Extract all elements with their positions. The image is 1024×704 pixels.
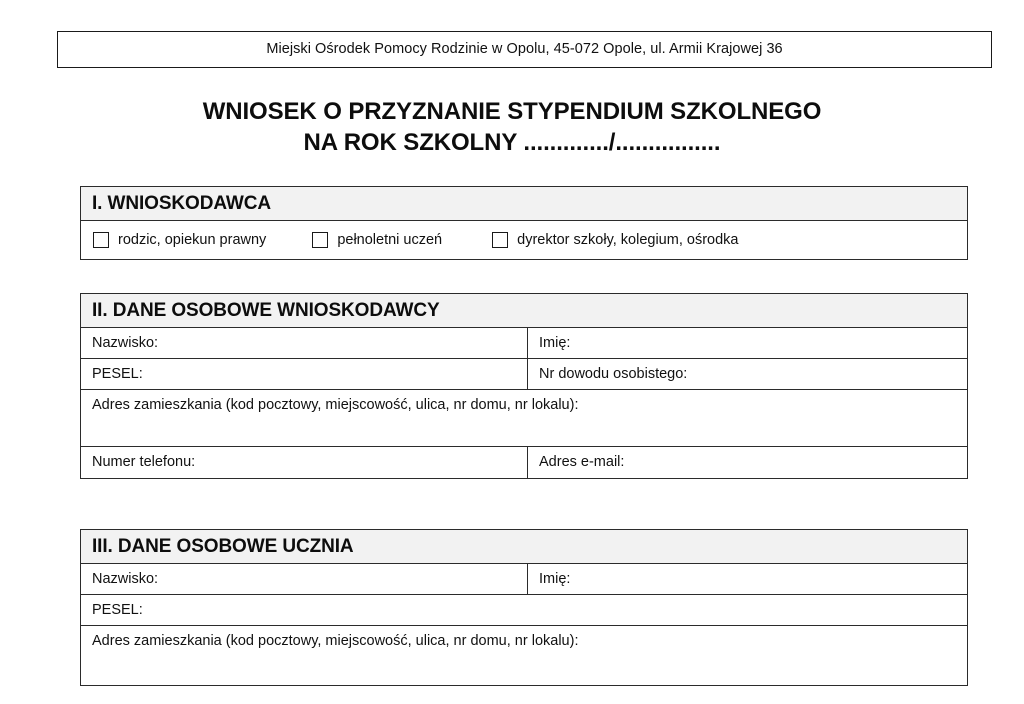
field-label: Adres e-mail: — [539, 454, 625, 470]
field-imie-ucznia[interactable] — [528, 564, 967, 594]
field-adres-zamieszkania-ucznia[interactable] — [81, 626, 967, 685]
field-label: Adres zamieszkania (kod pocztowy, miejscowość, ulica, nr domu, nr lokalu): — [92, 397, 579, 413]
table-row — [81, 564, 967, 595]
option-rodzic-opiekun[interactable] — [93, 232, 266, 248]
field-nr-dowodu-osobistego[interactable] — [528, 359, 967, 389]
option-label-rodzic: rodzic, opiekun prawny — [118, 231, 267, 248]
table-row — [81, 595, 967, 626]
section-2-heading: II. DANE OSOBOWE WNIOSKODAWCY — [92, 300, 440, 321]
section-3-heading: III. DANE OSOBOWE UCZNIA — [92, 536, 354, 557]
field-pesel-ucznia[interactable] — [81, 595, 967, 625]
field-label: Adres zamieszkania (kod pocztowy, miejscowość, ulica, nr domu, nr lokalu): — [92, 633, 579, 649]
section-1-heading: I. WNIOSKODAWCA — [92, 193, 271, 214]
section-1-wnioskodawca — [80, 186, 968, 260]
field-imie-wnioskodawcy[interactable] — [528, 328, 967, 358]
checkbox-icon-dyrektor[interactable] — [492, 232, 508, 248]
table-row — [81, 359, 967, 390]
section-1-options-row — [81, 221, 967, 259]
table-row — [81, 390, 967, 447]
table-row — [81, 328, 967, 359]
table-row — [81, 447, 967, 478]
field-label: PESEL: — [92, 602, 143, 618]
field-label: Imię: — [539, 335, 571, 351]
field-label: Numer telefonu: — [92, 454, 196, 470]
field-label: Nr dowodu osobistego: — [539, 366, 688, 382]
section-3-header — [81, 530, 967, 564]
document-title — [0, 96, 1024, 158]
option-label-dyrektor: dyrektor szkoły, kolegium, ośrodka — [517, 231, 739, 248]
section-2-header — [81, 294, 967, 328]
field-adres-email[interactable] — [528, 447, 967, 478]
option-label-pelnoletni: pełnoletni uczeń — [337, 231, 443, 248]
field-adres-zamieszkania-wnioskodawcy[interactable] — [81, 390, 967, 446]
field-label: PESEL: — [92, 366, 143, 382]
field-nazwisko-ucznia[interactable] — [81, 564, 528, 594]
document-title-line-1: WNIOSEK O PRZYZNANIE STYPENDIUM SZKOLNEGO — [202, 98, 822, 125]
field-label: Imię: — [539, 571, 571, 587]
field-numer-telefonu[interactable] — [81, 447, 528, 478]
field-label: Nazwisko: — [92, 571, 159, 587]
section-3-dane-ucznia — [80, 529, 968, 686]
field-pesel-wnioskodawcy[interactable] — [81, 359, 528, 389]
field-label: Nazwisko: — [92, 335, 159, 351]
section-2-dane-wnioskodawcy — [80, 293, 968, 479]
option-pelnoletni-uczen[interactable] — [312, 232, 442, 248]
field-nazwisko-wnioskodawcy[interactable] — [81, 328, 528, 358]
section-1-header — [81, 187, 967, 221]
institution-header-box — [57, 31, 992, 68]
checkbox-icon-rodzic[interactable] — [93, 232, 109, 248]
institution-header-text: Miejski Ośrodek Pomocy Rodzinie w Opolu, 45-072 Opole, ul. Armii Krajowej 36 — [266, 41, 783, 58]
document-title-line-2: NA ROK SZKOLNY ............./................ — [303, 129, 721, 156]
checkbox-icon-pelnoletni[interactable] — [312, 232, 328, 248]
table-row — [81, 626, 967, 685]
option-dyrektor-szkoly[interactable] — [492, 232, 738, 248]
